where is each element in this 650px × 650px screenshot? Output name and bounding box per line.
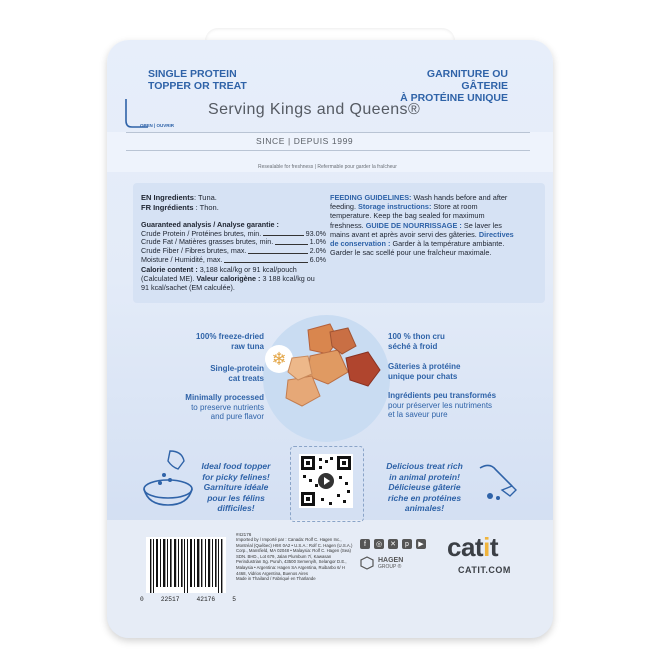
tuna-treats-image (268, 310, 393, 435)
barcode-bars (146, 537, 226, 593)
feeding-text: Wash hands before and after feeding. (330, 193, 508, 212)
storage-label: Storage instructions: (355, 202, 432, 212)
ingredients-en-label: EN Ingredients (141, 193, 194, 202)
analysis-row: Crude Protein / Protéines brutes, min. 93.0% (141, 228, 326, 238)
calorie-fr-label: Valeur calorigène : (194, 273, 261, 283)
reseal-note: Resealable for freshness | Refermable pour garder la fraîcheur (258, 164, 397, 170)
guide-label: GUIDE DE NOURRISSAGE : (363, 220, 462, 230)
feature-fr-freeze-dried: 100 % thon cru séché à froid (388, 332, 445, 351)
ingredients-fr-value: : Thon. (193, 203, 219, 212)
ingredients (141, 193, 219, 213)
feature-freeze-dried: 100% freeze-dried raw tuna (195, 332, 264, 351)
calorie-fr-value: 3 188 kcal/kg ou 91 kcal/sachet (EM calculée). (141, 273, 315, 292)
analysis-row: Crude Fat / Matières grasses brutes, min. 1.0% (141, 237, 326, 247)
analysis-heading: Guaranteed analysis / Analyse garantie : (141, 220, 279, 229)
barcode-digits: 0 22517 42176 5 (140, 596, 236, 603)
hagen-group-logo: HAGEN GROUP ® (360, 556, 403, 570)
guaranteed-analysis (141, 221, 326, 265)
ingredients-fr-label: FR Ingrédients (141, 203, 194, 212)
header-en (148, 68, 247, 92)
analysis-row: Moisture / Humidité, max. 6.0% (141, 254, 326, 264)
header-fr-line1: GARNITURE OU GÂTERIE (426, 68, 508, 92)
since-text: SINCE | DEPUIS 1999 (256, 136, 354, 146)
feature-minimally-processed: Minimally processed to preserve nutrients and pure flavor (185, 393, 264, 421)
feeding-label: FEEDING GUIDELINES: (330, 193, 412, 202)
feature-fr-minimally-processed: Ingrédients peu transformés pour préserver les nutriments et la saveur pure (388, 391, 497, 419)
feature-single-protein: Single-protein cat treats (210, 364, 264, 383)
header-en-line1: SINGLE PROTEIN (148, 68, 237, 80)
divider (126, 150, 530, 151)
x-icon[interactable]: ✕ (388, 539, 398, 549)
analysis-row: Crude Fiber / Fibres brutes, max. 2.0% (141, 246, 326, 256)
tagline: Serving Kings and Queens® (208, 101, 421, 118)
guide-text: Se laver les mains avant et après avoir servi des gâteries. (330, 220, 502, 239)
sku-number: #42176 (236, 532, 252, 537)
qr-code[interactable] (299, 454, 353, 508)
divider (126, 132, 530, 133)
feature-fr-single-protein: Gâteries à protéine unique pour chats (388, 362, 461, 381)
storage-text: Store at room temperature. Keep the bag sealed for maximum freshness. (330, 202, 485, 230)
conservation-text: Garder à la température ambiante. Garder le sac scellé pour une fraîcheur maximale. (330, 239, 505, 258)
instagram-icon[interactable]: ◎ (375, 541, 383, 548)
importer-info: Imported by / Importé par : Canada: Rolf C. Hagen Inc., Montréal (Québec) H9X 0A2 • U.S.A.: Rolf C. Hagen (U.S.A.) Corp., Mansfield, MA 02048 • Malaysia: Rolf C. Hagen (Sea) SDN. BHD., Lot 679, Jalan Plumbum 7/, Kawasan Perindustrian Sg. Puruh, 43500 Semenyih, Selangor D.E., Malaysia • Argentina: Hagen SA Argentina, Ruibarbo 6/ H 4468, Vidrios Argentina, Buenos Aires Made in Thailand / Fabriqué en Thaïlande (236, 537, 353, 582)
pinterest-icon[interactable]: p (402, 539, 412, 549)
header-en-line2: TOPPER OR TREAT (148, 80, 247, 92)
delicious-treat-text: Delicious treat rich in animal protein! Délicieuse gâterie riche en protéines animales! (386, 461, 463, 513)
ingredients-en-value: : Tuna. (193, 193, 217, 202)
calorie-en-label: Calorie content : (141, 265, 198, 274)
feeding-guidelines (330, 193, 516, 257)
header-fr-line2: À PROTÉINE UNIQUE (400, 92, 508, 104)
cat-paw-treat-icon (476, 460, 518, 504)
catit-logo: catit (447, 532, 498, 562)
youtube-icon[interactable]: ▶ (416, 539, 426, 549)
catit-url[interactable]: CATIT.COM (458, 565, 511, 575)
header-fr (386, 68, 508, 104)
open-label: OPEN | OUVRIR (140, 123, 175, 128)
snowflake-icon: ❄ (265, 345, 293, 373)
facebook-icon[interactable]: f (360, 539, 370, 549)
barcode (146, 537, 226, 593)
calorie-content (141, 266, 321, 292)
social-icons (360, 539, 426, 549)
hagen-cube-icon (360, 556, 374, 570)
ideal-topper-text: Ideal food topper for picky felines! Garniture idéale pour les félins difficiles! (201, 461, 271, 513)
conservation-label: Directives de conservation : (330, 229, 514, 249)
calorie-en-value: 3,188 kcal/kg or 91 kcal/pouch (Calculated ME). (141, 265, 297, 283)
